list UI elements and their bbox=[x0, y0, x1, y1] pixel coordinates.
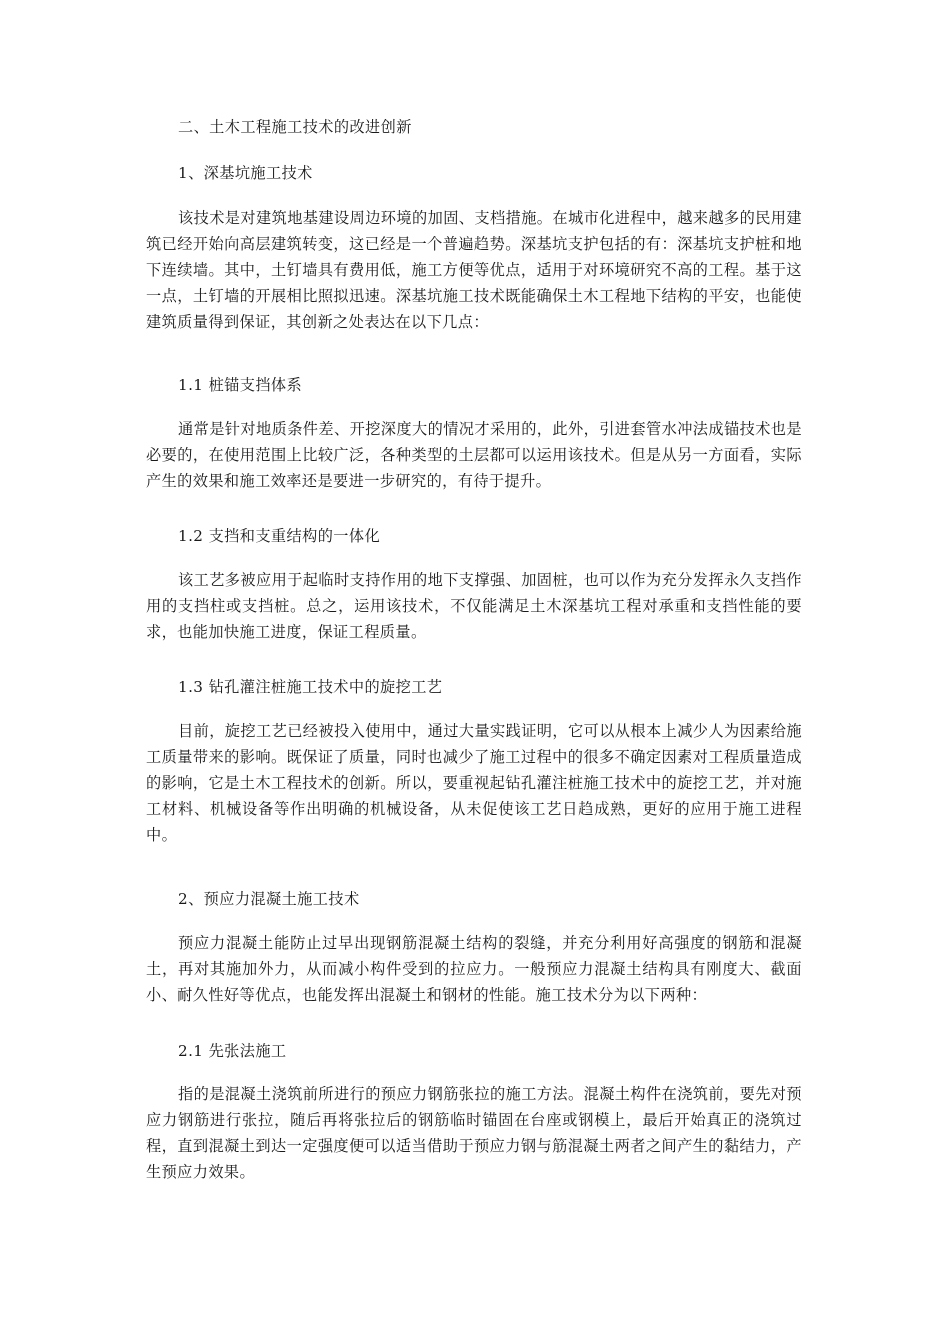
paragraph-2-1: 指的是混凝土浇筑前所进行的预应力钢筋张拉的施工方法。混凝土构件在浇筑前，要先对预应力钢筋进行张拉，随后再将张拉后的钢筋临时锚固在台座或钢模上，最后开始真正的浇筑过程，直到混凝土到达一定强度便可以适当借助于预应力钢与筋混凝土两者之间产生的黏结力，产生预应力效果。 bbox=[146, 1085, 802, 1181]
subsection-heading-1: 1、深基坑施工技术 bbox=[178, 164, 313, 182]
paragraph-1-3: 目前，旋挖工艺已经被投入使用中，通过大量实践证明，它可以从根本上减少人为因素给施工质量带来的影响。既保证了质量，同时也减少了施工过程中的很多不确定因素对工程质量造成的影响，它是土木工程技术的创新。所以，要重视起钻孔灌注桩施工技术中的旋挖工艺，并对施工材料、机械设备等作出明确的机械设备，从未促使该工艺日趋成熟，更好的应用于施工进程中。 bbox=[146, 722, 802, 844]
paragraph-1-1: 通常是针对地质条件差、开挖深度大的情况才采用的，此外，引进套管水冲法成锚技术也是必要的，在使用范围上比较广泛，各种类型的土层都可以运用该技术。但是从另一方面看，实际产生的效果和施工效率还是要进一步研究的，有待于提升。 bbox=[146, 420, 802, 490]
subsection-heading-1-1: 1.1 桩锚支挡体系 bbox=[178, 376, 303, 394]
subsection-heading-2-1: 2.1 先张法施工 bbox=[178, 1042, 287, 1060]
subsection-heading-1-2: 1.2 支挡和支重结构的一体化 bbox=[178, 527, 381, 545]
section-title: 二、土木工程施工技术的改进创新 bbox=[178, 118, 412, 136]
paragraph-1-2: 该工艺多被应用于起临时支持作用的地下支撑强、加固桩，也可以作为充分发挥永久支挡作用的支挡柱或支挡桩。总之，运用该技术，不仅能满足土木深基坑工程对承重和支挡性能的要求，也能加快施工进度，保证工程质量。 bbox=[146, 571, 802, 641]
paragraph-2: 预应力混凝土能防止过早出现钢筋混凝土结构的裂缝，并充分利用好高强度的钢筋和混凝土，再对其施加外力，从而减小构件受到的拉应力。一般预应力混凝土结构具有刚度大、截面小、耐久性好等优点，也能发挥出混凝土和钢材的性能。施工技术分为以下两种： bbox=[146, 934, 802, 1004]
subsection-heading-1-3: 1.3 钻孔灌注桩施工技术中的旋挖工艺 bbox=[178, 678, 443, 696]
paragraph-1: 该技术是对建筑地基建设周边环境的加固、支档措施。在城市化进程中，越来越多的民用建筑已经开始向高层建筑转变，这已经是一个普遍趋势。深基坑支护包括的有：深基坑支护桩和地下连续墙。其中，土钉墙具有费用低，施工方便等优点，适用于对环境研究不高的工程。基于这一点，土钉墙的开展相比照拟迅速。深基坑施工技术既能确保土木工程地下结构的平安，也能使建筑质量得到保证，其创新之处表达在以下几点： bbox=[146, 209, 802, 331]
subsection-heading-2: 2、预应力混凝土施工技术 bbox=[178, 890, 360, 908]
